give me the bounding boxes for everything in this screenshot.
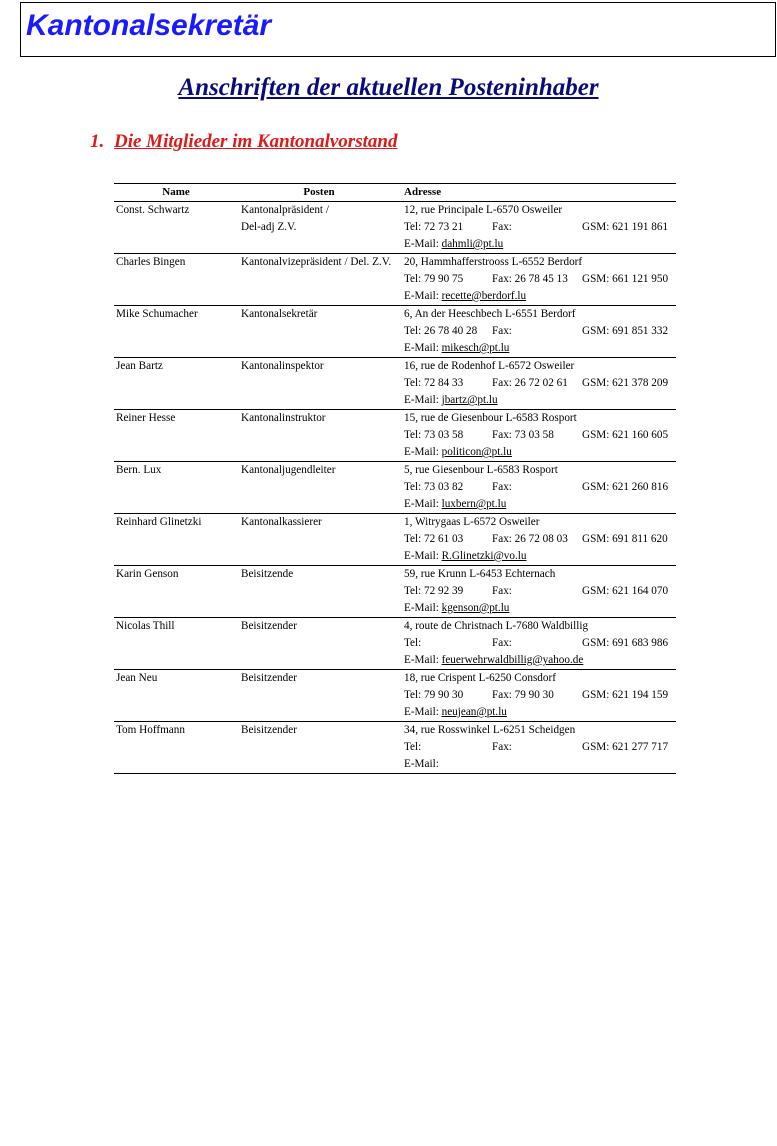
member-name-text: Bern. Lux xyxy=(116,464,162,476)
email-label: E-Mail: xyxy=(404,238,439,250)
member-name xyxy=(114,618,239,670)
gsm-text: GSM: 691 683 986 xyxy=(582,637,669,649)
email-label: E-Mail: xyxy=(404,498,439,510)
email-line xyxy=(404,600,674,617)
member-posten xyxy=(239,462,400,514)
member-name xyxy=(114,358,239,410)
member-posten-text-2 xyxy=(241,427,397,444)
member-posten xyxy=(239,410,400,462)
table-row xyxy=(114,254,676,306)
member-name xyxy=(114,670,239,722)
member-address xyxy=(400,254,677,306)
tel-text: Tel: 72 61 03 xyxy=(404,533,464,545)
header-posten: Posten xyxy=(239,184,400,202)
email-label: E-Mail: xyxy=(404,758,439,770)
member-name-text: Mike Schumacher xyxy=(116,308,198,320)
email-label: E-Mail: xyxy=(404,550,439,562)
header-title: Kantonalsekretär xyxy=(26,9,272,42)
email-link[interactable]: luxbern@pt.lu xyxy=(441,498,507,510)
email-line xyxy=(404,704,674,721)
tel-text: Tel: 72 73 21 xyxy=(404,221,464,233)
tel-text: Tel: 79 90 30 xyxy=(404,689,464,701)
address-line: 4, route de Christnach L-7680 Waldbillig xyxy=(404,620,589,632)
phone-line xyxy=(404,739,674,756)
gsm-text: GSM: 691 811 620 xyxy=(582,533,668,545)
member-name xyxy=(114,306,239,358)
fax-text: Fax: xyxy=(492,637,512,649)
table-row xyxy=(114,202,676,254)
email-label: E-Mail: xyxy=(404,654,439,666)
member-posten xyxy=(239,306,400,358)
member-posten-text-2 xyxy=(241,531,397,548)
email-line xyxy=(404,236,674,253)
member-name-text: Reinhard Glinetzki xyxy=(116,516,202,528)
table-row xyxy=(114,410,676,462)
tel-text: Tel: xyxy=(404,741,422,753)
tel-text: Tel: 79 90 75 xyxy=(404,273,464,285)
address-line: 59, rue Krunn L-6453 Echternach xyxy=(404,568,556,580)
gsm-text: GSM: 621 277 717 xyxy=(582,741,669,753)
tel-text: Tel: 26 78 40 28 xyxy=(404,325,478,337)
gsm-text: GSM: 691 851 332 xyxy=(582,325,669,337)
member-name-text: Const. Schwartz xyxy=(116,204,190,216)
phone-line xyxy=(404,271,674,288)
member-posten-text: Beisitzende xyxy=(241,568,294,580)
member-posten-text-2: Del-adj Z.V. xyxy=(241,221,297,233)
tel-text: Tel: xyxy=(404,637,422,649)
member-posten-text-2 xyxy=(241,323,397,340)
member-posten xyxy=(239,670,400,722)
fax-text: Fax: 73 03 58 xyxy=(492,429,554,441)
tel-text: Tel: 72 92 39 xyxy=(404,585,464,597)
member-posten xyxy=(239,722,400,774)
fax-text: Fax: xyxy=(492,221,512,233)
address-line: 18, rue Crispent L-6250 Consdorf xyxy=(404,672,556,684)
email-link[interactable]: feuerwehrwaldbillig@yahoo.de xyxy=(441,654,584,666)
section-title: Die Mitglieder im Kantonalvorstand xyxy=(114,131,398,152)
member-posten xyxy=(239,566,400,618)
member-address xyxy=(400,514,677,566)
header-name: Name xyxy=(114,184,239,202)
member-name-text: Jean Neu xyxy=(116,672,158,684)
member-posten xyxy=(239,618,400,670)
member-posten-text-2 xyxy=(241,687,397,704)
phone-line xyxy=(404,635,674,652)
section-heading xyxy=(90,131,397,153)
member-name xyxy=(114,514,239,566)
phone-line xyxy=(404,375,674,392)
email-link[interactable]: dahmli@pt.lu xyxy=(441,238,504,250)
tel-text: Tel: 73 03 82 xyxy=(404,481,464,493)
member-posten-text: Kantonalinspektor xyxy=(241,360,324,372)
member-name xyxy=(114,202,239,254)
member-posten xyxy=(239,514,400,566)
member-address xyxy=(400,618,677,670)
member-name xyxy=(114,722,239,774)
table-row xyxy=(114,566,676,618)
member-name xyxy=(114,566,239,618)
member-posten-text: Kantonalpräsident / xyxy=(241,204,329,216)
address-line: 12, rue Principale L-6570 Osweiler xyxy=(404,204,563,216)
phone-line xyxy=(404,219,674,236)
member-name-text: Charles Bingen xyxy=(116,256,186,268)
member-name xyxy=(114,254,239,306)
phone-line xyxy=(404,687,674,704)
member-name xyxy=(114,462,239,514)
fax-text: Fax: xyxy=(492,741,512,753)
email-label: E-Mail: xyxy=(404,446,439,458)
email-line xyxy=(404,756,674,773)
member-name-text: Reiner Hesse xyxy=(116,412,176,424)
members-table xyxy=(114,183,676,774)
member-address xyxy=(400,358,677,410)
member-posten-text-2 xyxy=(241,583,397,600)
address-line: 16, rue de Rodenhof L-6572 Osweiler xyxy=(404,360,575,372)
email-label: E-Mail: xyxy=(404,290,439,302)
gsm-text: GSM: 621 164 070 xyxy=(582,585,669,597)
member-posten-text-2 xyxy=(241,635,397,652)
phone-line xyxy=(404,531,674,548)
email-link[interactable]: neujean@pt.lu xyxy=(441,706,507,718)
email-line xyxy=(404,444,674,461)
member-posten-text: Beisitzender xyxy=(241,620,297,632)
gsm-text: GSM: 621 160 605 xyxy=(582,429,669,441)
phone-line xyxy=(404,583,674,600)
member-posten-text: Kantonaljugendleiter xyxy=(241,464,336,476)
table-row xyxy=(114,722,676,774)
member-posten-text-2 xyxy=(241,739,397,756)
email-link[interactable]: R.Glinetzki@vo.lu xyxy=(441,550,527,562)
table-header-row xyxy=(114,184,676,202)
member-name-text: Tom Hoffmann xyxy=(116,724,185,736)
member-posten-text-2 xyxy=(241,375,397,392)
member-posten xyxy=(239,254,400,306)
document-title: Anschriften der aktuellen Posteninhaber xyxy=(178,74,599,101)
member-posten-text: Beisitzender xyxy=(241,672,297,684)
member-posten xyxy=(239,358,400,410)
email-label: E-Mail: xyxy=(404,394,439,406)
phone-line xyxy=(404,479,674,496)
fax-text: Fax: xyxy=(492,481,512,493)
email-line xyxy=(404,496,674,513)
fax-text: Fax: 26 72 08 03 xyxy=(492,533,568,545)
member-name-text: Jean Bartz xyxy=(116,360,163,372)
member-posten-text-2 xyxy=(241,479,397,496)
header-adresse: Adresse xyxy=(400,184,677,202)
email-label: E-Mail: xyxy=(404,602,439,614)
header-box xyxy=(20,2,776,57)
member-name-text: Karin Genson xyxy=(116,568,179,580)
email-line xyxy=(404,340,674,357)
gsm-text: GSM: 621 191 861 xyxy=(582,221,669,233)
member-posten-text-2 xyxy=(241,271,397,288)
member-posten-text: Kantonalinstruktor xyxy=(241,412,326,424)
member-address xyxy=(400,202,677,254)
member-posten-text: Kantonalkassierer xyxy=(241,516,322,528)
member-address xyxy=(400,306,677,358)
email-line xyxy=(404,392,674,409)
address-line: 5, rue Giesenbour L-6583 Rosport xyxy=(404,464,558,476)
email-line xyxy=(404,548,674,565)
address-line: 20, Hammhafferstrooss L-6552 Berdorf xyxy=(404,256,583,268)
table-row xyxy=(114,306,676,358)
email-link[interactable]: politicon@pt.lu xyxy=(441,446,512,458)
fax-text: Fax: 79 90 30 xyxy=(492,689,554,701)
email-label: E-Mail: xyxy=(404,342,439,354)
address-line: 15, rue de Giesenbour L-6583 Rosport xyxy=(404,412,577,424)
gsm-text: GSM: 621 260 816 xyxy=(582,481,669,493)
member-name xyxy=(114,410,239,462)
tel-text: Tel: 72 84 33 xyxy=(404,377,464,389)
email-line xyxy=(404,652,674,669)
email-link[interactable]: kgenson@pt.lu xyxy=(441,602,510,614)
email-link[interactable]: jbartz@pt.lu xyxy=(441,394,498,406)
member-posten-text: Beisitzender xyxy=(241,724,297,736)
address-line: 1, Witrygaas L-6572 Osweiler xyxy=(404,516,540,528)
phone-line xyxy=(404,427,674,444)
table-row xyxy=(114,358,676,410)
address-line: 34, rue Rosswinkel L-6251 Scheidgen xyxy=(404,724,576,736)
gsm-text: GSM: 621 194 159 xyxy=(582,689,669,701)
table-row xyxy=(114,462,676,514)
fax-text: Fax: 26 78 45 13 xyxy=(492,273,568,285)
member-address xyxy=(400,410,677,462)
member-posten-text: Kantonalvizepräsident / Del. Z.V. xyxy=(241,256,392,268)
email-label: E-Mail: xyxy=(404,706,439,718)
member-address xyxy=(400,462,677,514)
gsm-text: GSM: 621 378 209 xyxy=(582,377,669,389)
email-line xyxy=(404,288,674,305)
table-row xyxy=(114,670,676,722)
fax-text: Fax: xyxy=(492,325,512,337)
table-row xyxy=(114,514,676,566)
member-address xyxy=(400,566,677,618)
tel-text: Tel: 73 03 58 xyxy=(404,429,464,441)
fax-text: Fax: xyxy=(492,585,512,597)
section-number: 1. xyxy=(90,131,105,152)
member-posten xyxy=(239,202,400,254)
phone-line xyxy=(404,323,674,340)
member-address xyxy=(400,670,677,722)
email-link[interactable]: mikesch@pt.lu xyxy=(441,342,510,354)
member-posten-text: Kantonalsekretär xyxy=(241,308,318,320)
gsm-text: GSM: 661 121 950 xyxy=(582,273,669,285)
email-link[interactable]: recette@berdorf.lu xyxy=(441,290,527,302)
address-line: 6, An der Heeschbech L-6551 Berdorf xyxy=(404,308,576,320)
table-row xyxy=(114,618,676,670)
member-name-text: Nicolas Thill xyxy=(116,620,175,632)
member-address xyxy=(400,722,677,774)
fax-text: Fax: 26 72 02 61 xyxy=(492,377,568,389)
